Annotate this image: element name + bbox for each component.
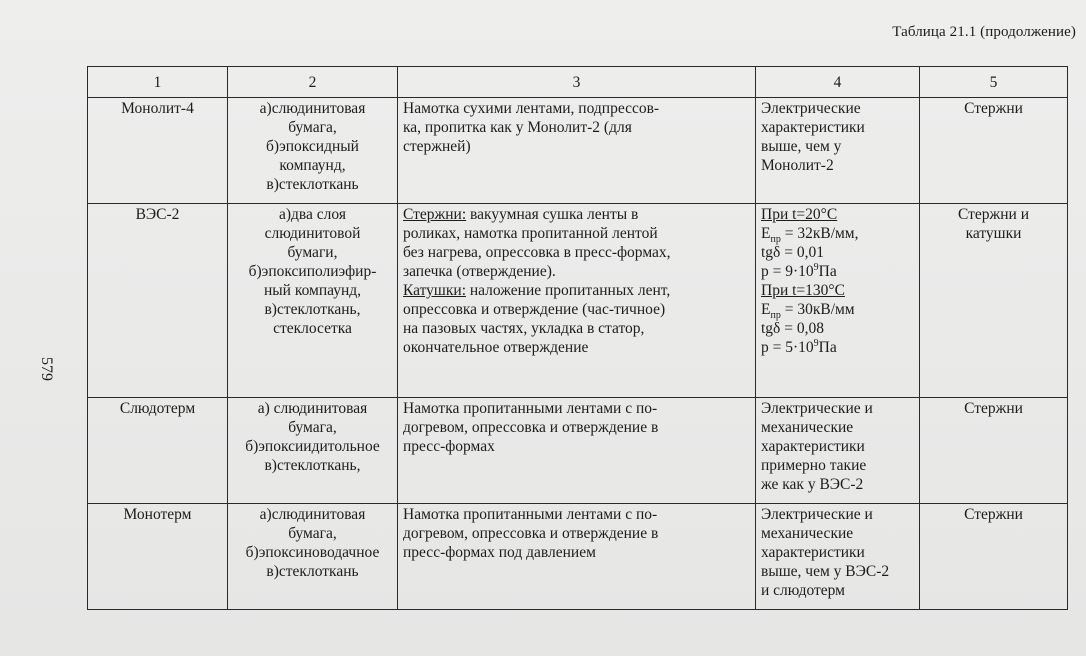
properties-cell (756, 204, 920, 398)
loss-tangent-130: tgδ = 0,08 (761, 320, 824, 337)
application-cell: Стержни и катушки (920, 204, 1068, 398)
technology-cell: Намотка пропитанными лентами с по- догревом, опрессовка и отверждение в пресс-формах под давлением (398, 504, 756, 610)
table-row (88, 398, 1068, 504)
properties-cell: Электрические и механические характеристики примерно такие же как у ВЭС-2 (756, 398, 920, 504)
coils-text: наложение пропитанных лент, опрессовка и отверждение (час-тичное) на пазовых частях, укладка в статор, окончательное отверждение (403, 282, 671, 356)
materials-cell: а)слюдинитовая бумага, б)эпоксидный компаунд, в)стеклоткань (228, 98, 398, 204)
rods-text: вакуумная сушка ленты в роликах, намотка пропитанной лентой без нагрева, опрессовка в пресс-формах, запечка (отверждение). (403, 206, 671, 280)
properties-cell: Электрические характеристики выше, чем у Монолит-2 (756, 98, 920, 204)
row-name-cell: Монотерм (88, 504, 228, 610)
materials-cell: а)слюдинитовая бумага, б)эпоксиноводачное в)стеклоткань (228, 504, 398, 610)
temperature-130-label: При t=130°С (761, 282, 845, 299)
row-name-cell: Монолит-4 (88, 98, 228, 204)
table-row (88, 204, 1068, 398)
technology-cell: Намотка пропитанными лентами с по- догревом, опрессовка и отверждение в пресс-формах (398, 398, 756, 504)
coils-label: Катушки: (403, 282, 466, 299)
breakdown-strength-20: $E_{пр} = 32кВ/мм$, (761, 225, 859, 246)
technology-cell (398, 204, 756, 398)
header-row (88, 67, 1068, 98)
column-header-5: 5 (920, 67, 1068, 98)
table-row (88, 98, 1068, 204)
page-number: 579 (38, 357, 55, 381)
materials-table (87, 66, 1068, 610)
breakdown-strength-130: $E_{пр} = 30кВ/мм$ (761, 301, 855, 322)
column-header-1: 1 (88, 67, 228, 98)
application-cell: Стержни (920, 504, 1068, 610)
materials-cell: а)два слоя слюдинитовой бумаги, б)эпоксиполиэфир- ный компаунд, в)стеклоткань, стеклосетка (228, 204, 398, 398)
temperature-20-label: При t=20°С (761, 206, 838, 223)
resistivity-130: $р = 5\cdot 10^9Па$ (761, 337, 837, 356)
loss-tangent-20: tgδ = 0,01 (761, 244, 824, 261)
technology-cell: Намотка сухими лентами, подпрессов- ка, пропитка как у Монолит-2 (для стержней) (398, 98, 756, 204)
materials-cell: а) слюдинитовая бумага, б)эпоксиидитольное в)стеклоткань, (228, 398, 398, 504)
row-name-cell: Слюдотерм (88, 398, 228, 504)
column-header-4: 4 (756, 67, 920, 98)
table-caption: Таблица 21.1 (продолжение) (892, 24, 1076, 40)
application-cell: Стержни (920, 98, 1068, 204)
column-header-2: 2 (228, 67, 398, 98)
rods-label: Стержни: (403, 206, 467, 223)
table-row (88, 504, 1068, 610)
resistivity-20: $р = 9\cdot 10^9Па$ (761, 261, 837, 280)
column-header-3: 3 (398, 67, 756, 98)
application-cell: Стержни (920, 398, 1068, 504)
properties-cell: Электрические и механические характеристики выше, чем у ВЭС-2 и слюдотерм (756, 504, 920, 610)
row-name-cell: ВЭС-2 (88, 204, 228, 398)
